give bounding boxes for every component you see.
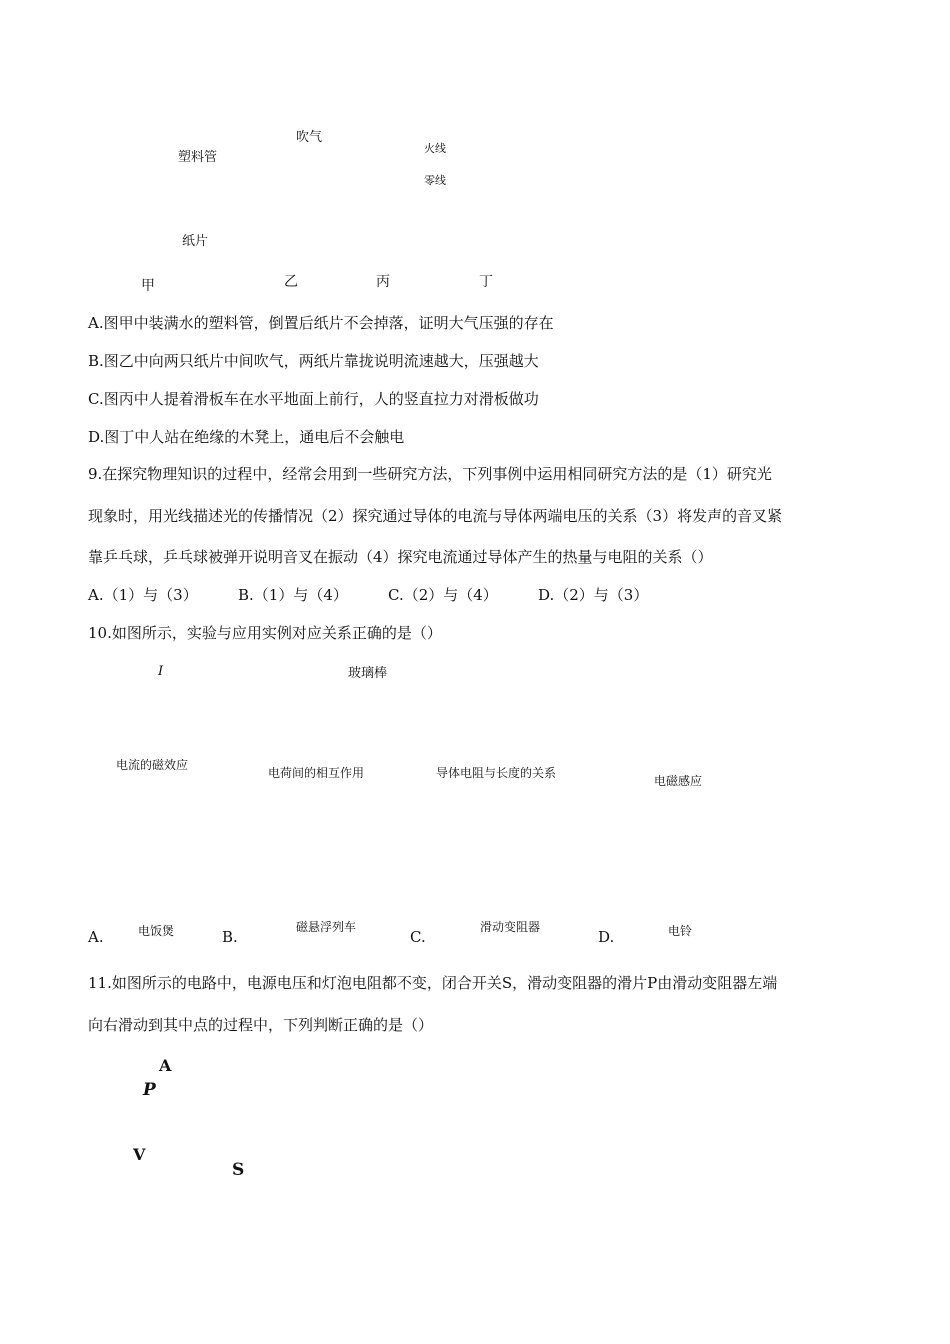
application-caption-2: 磁悬浮列车 <box>296 920 357 934</box>
experiment-caption-2: 电荷间的相互作用 <box>268 766 365 780</box>
experiment-caption-1: 电流的磁效应 <box>116 758 189 772</box>
live-wire-label: 火线 <box>424 142 446 155</box>
fig-label-ding: 丁 <box>479 274 493 290</box>
q8-option-d: D.图丁中人站在绝缘的木凳上，通电后不会触电 <box>88 428 405 446</box>
q9-option-a: A.（1）与（3） <box>88 586 198 604</box>
application-caption-4: 电铃 <box>668 924 693 938</box>
switch-label: S <box>232 1160 245 1180</box>
q11-stem-line-1: 11.如图所示的电路中，电源电压和灯泡电阻都不变，闭合开关S，滑动变阻器的滑片P由滑动变阻器左端 <box>88 974 778 992</box>
current-symbol: I <box>158 664 164 679</box>
q8-option-c: C.图丙中人提着滑板车在水平地面上前行，人的竖直拉力对滑板做功 <box>88 390 539 408</box>
q11-stem-line-2: 向右滑动到其中点的过程中，下列判断正确的是（） <box>88 1016 434 1034</box>
ammeter-label: A <box>159 1056 172 1075</box>
q9-option-c: C.（2）与（4） <box>388 586 498 604</box>
fig-label-jia: 甲 <box>141 278 155 294</box>
down-arrow-icon <box>310 786 330 808</box>
q8-option-a: A.图甲中装满水的塑料管，倒置后纸片不会掉落，证明大气压强的存在 <box>88 314 554 332</box>
q9-option-b: B.（1）与（4） <box>238 586 348 604</box>
q10-option-c: C. <box>410 928 426 946</box>
q9-stem-line-1: 9.在探究物理知识的过程中，经常会用到一些研究方法，下列事例中运用相同研究方法的是（1）研究光 <box>88 465 772 483</box>
q10-option-b: B. <box>222 928 238 946</box>
blow-label: 吹气 <box>296 130 323 145</box>
plastic-tube-label: 塑料管 <box>178 150 218 165</box>
down-arrow-icon <box>498 788 518 810</box>
q9-stem-line-2: 现象时，用光线描述光的传播情况（2）探究通过导体的电流与导体两端电压的关系（3）将发声的音叉紧 <box>88 507 783 525</box>
voltmeter-label: V <box>133 1145 146 1164</box>
neutral-wire-label: 零线 <box>424 174 446 187</box>
fig-label-yi: 乙 <box>284 274 298 290</box>
slider-label: P <box>143 1080 156 1100</box>
q8-option-b: B.图乙中向两只纸片中间吹气，两纸片靠拢说明流速越大，压强越大 <box>88 352 539 370</box>
application-caption-1: 电饭煲 <box>138 924 175 938</box>
glass-rod-label: 玻璃棒 <box>348 666 388 681</box>
q10-option-a: A. <box>88 928 104 946</box>
q9-option-d: D.（2）与（3） <box>538 586 649 604</box>
down-arrow-icon <box>150 782 170 804</box>
paper-label: 纸片 <box>182 234 209 249</box>
experiment-caption-4: 电磁感应 <box>654 774 703 788</box>
down-arrow-icon <box>666 796 686 818</box>
q10-option-d: D. <box>598 928 615 946</box>
q10-stem: 10.如图所示，实验与应用实例对应关系正确的是（） <box>88 624 442 642</box>
application-caption-3: 滑动变阻器 <box>480 920 541 934</box>
fig-label-bing: 丙 <box>376 274 390 290</box>
experiment-caption-3: 导体电阻与长度的关系 <box>436 766 557 780</box>
q9-stem-line-3: 靠乒乓球，乒乓球被弹开说明音叉在振动（4）探究电流通过导体产生的热量与电阻的关系（） <box>88 548 713 566</box>
